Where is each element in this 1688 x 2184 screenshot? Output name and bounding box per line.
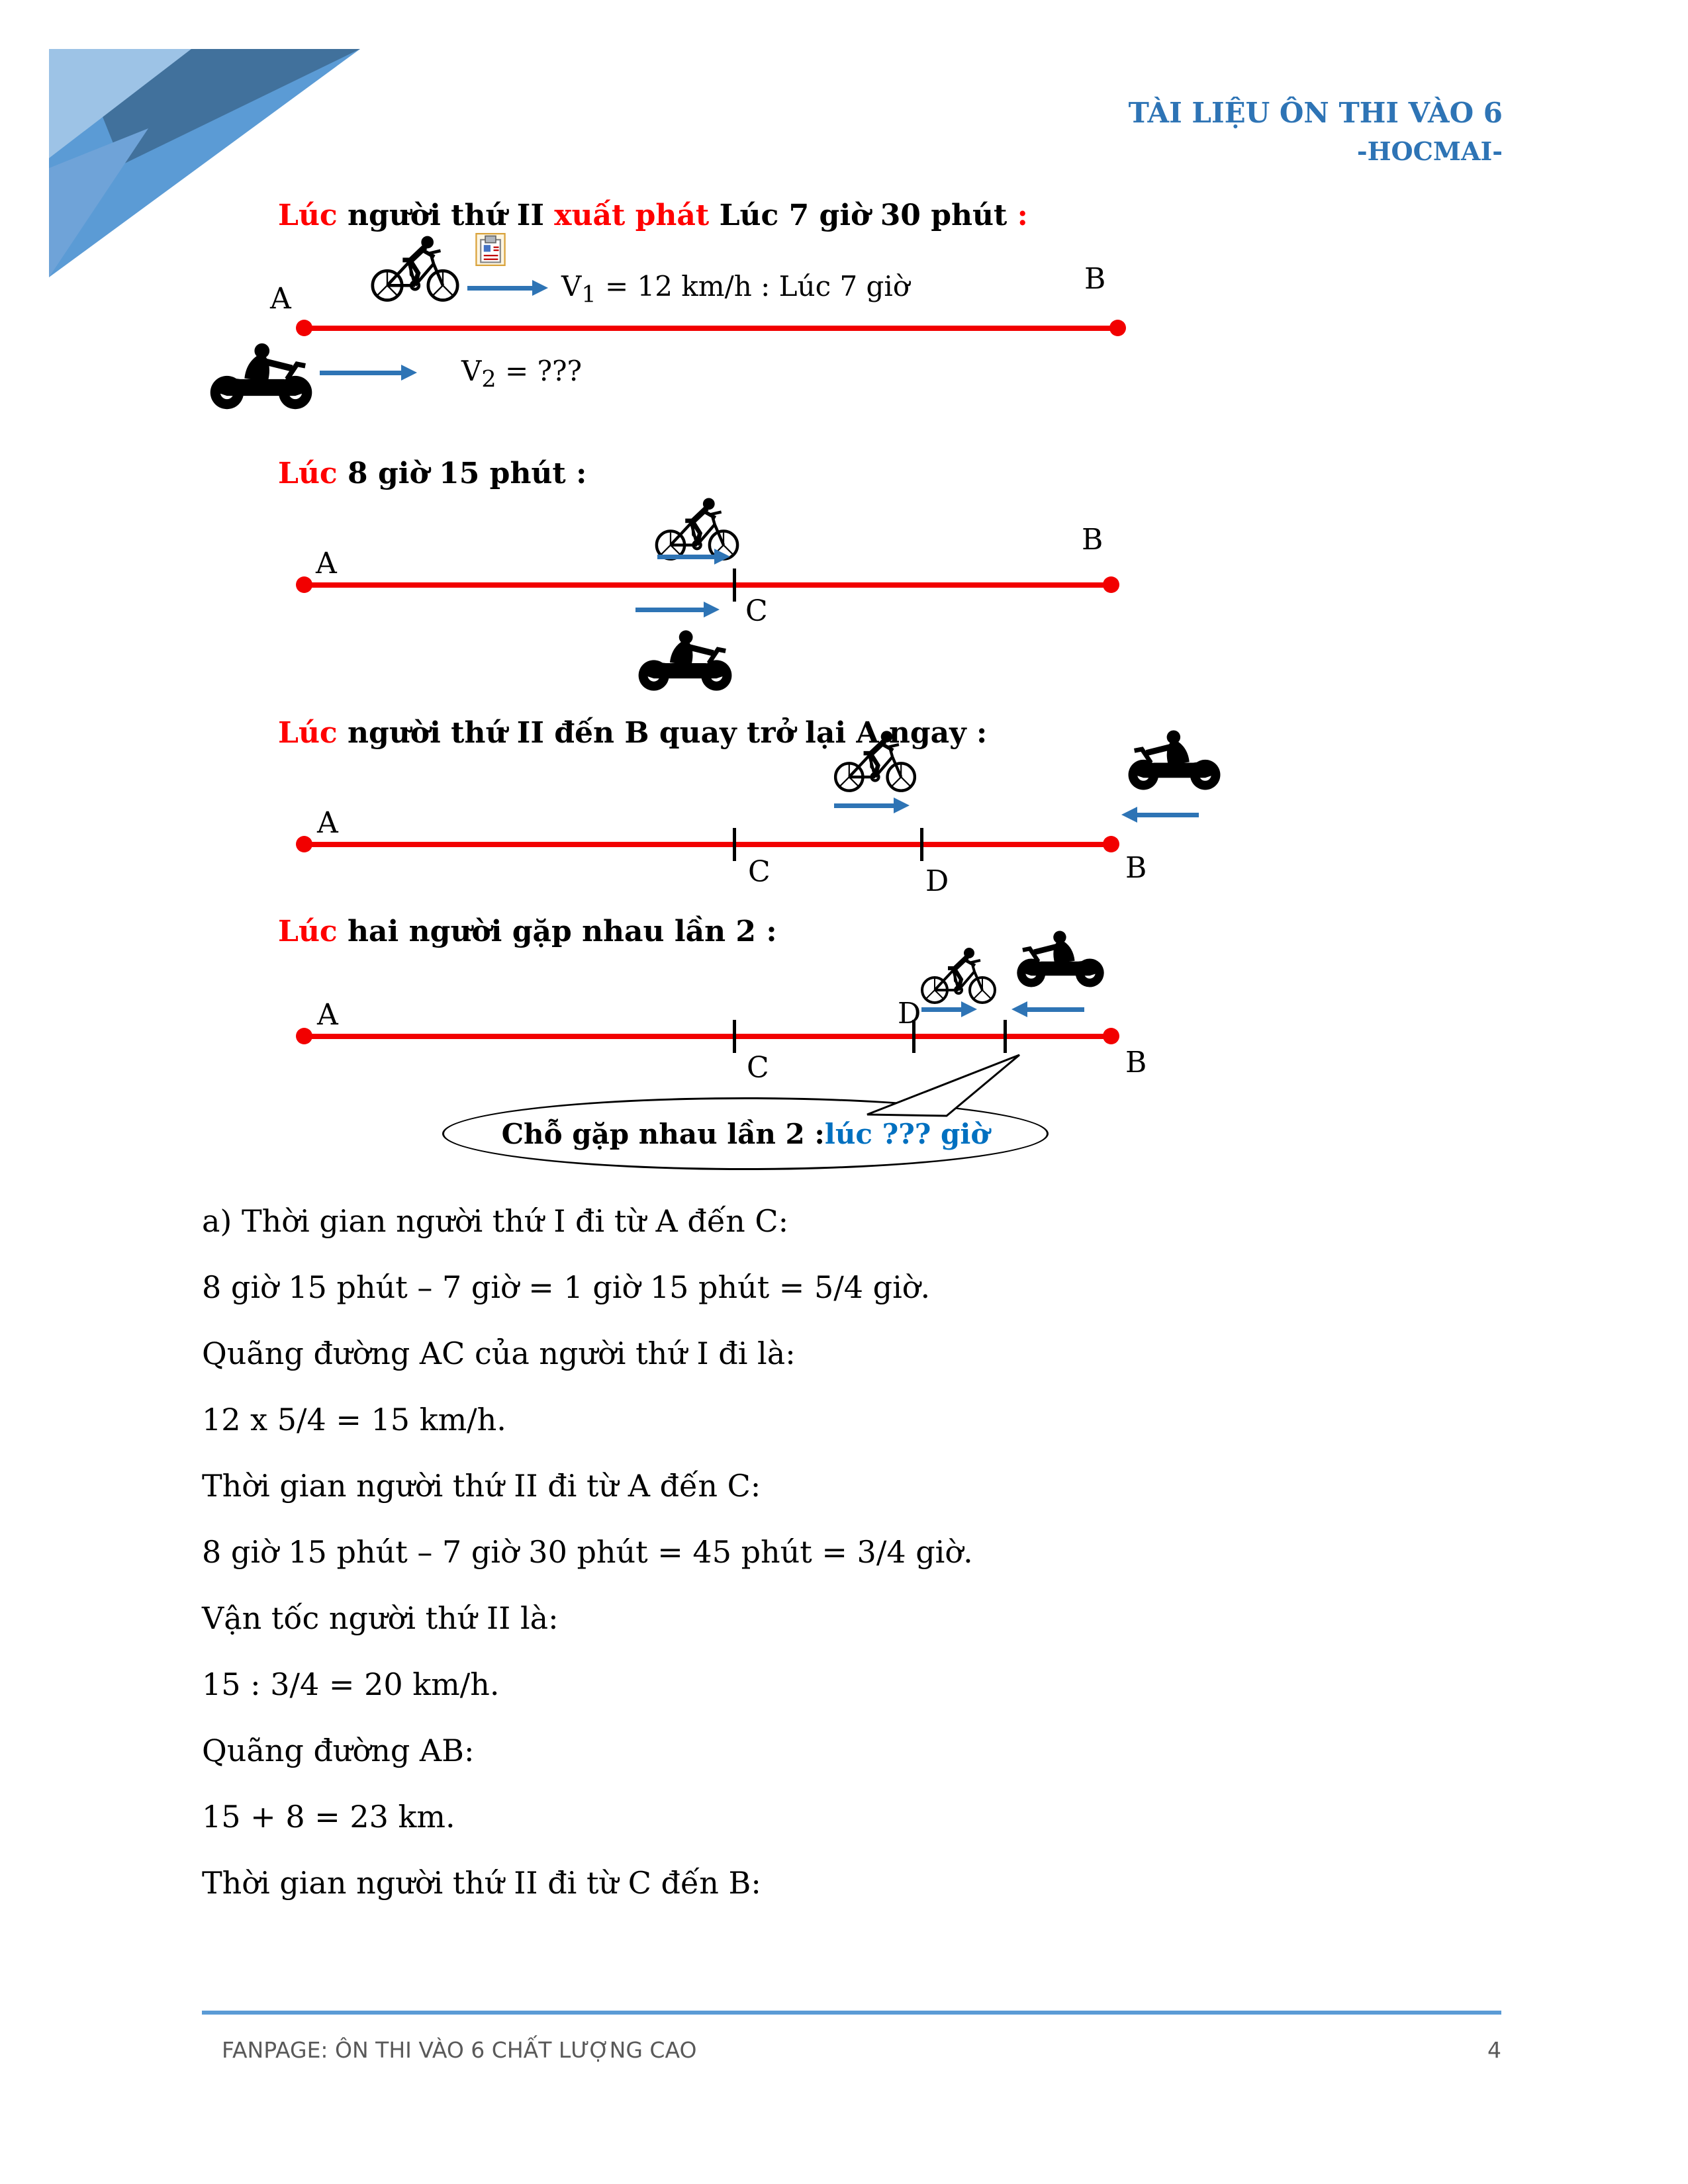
point-label-b3: B — [1125, 851, 1147, 885]
tick-d3 — [920, 828, 923, 861]
solution-line: 8 giờ 15 phút – 7 giờ 30 phút = 45 phút = 3/4 giờ. — [202, 1534, 973, 1570]
diagram4-title-luc: Lúc — [278, 915, 348, 948]
point-label-a4: A — [317, 998, 338, 1032]
timeline-ab-1 — [303, 326, 1119, 331]
solution-line: Thời gian người thứ II đi từ A đến C: — [202, 1468, 761, 1504]
endpoint-dot-a2 — [296, 576, 312, 593]
timeline-ab-2 — [303, 582, 1112, 588]
diagram3-title-rest: người thứ II đến B quay trở lại A ngay : — [348, 716, 988, 750]
motorcyclist-icon — [1014, 927, 1107, 991]
point-label-c4: C — [747, 1051, 769, 1085]
endpoint-dot-a3 — [296, 836, 312, 852]
motorcyclist-icon — [635, 627, 735, 694]
diagram4-title — [278, 915, 777, 948]
solution-line: Vận tốc người thứ II là: — [202, 1600, 559, 1636]
arrow-right-icon — [467, 286, 534, 291]
arrow-left-icon — [1026, 1007, 1084, 1012]
tick-meet2 — [1004, 1020, 1007, 1053]
solution-line: Thời gian người thứ II đi từ C đến B: — [202, 1865, 761, 1901]
v1-subscript: 1 — [581, 281, 596, 308]
point-label-a2: A — [316, 547, 337, 580]
diagram1-title — [278, 199, 1028, 232]
diagram2-title-rest: 8 giờ 15 phút : — [348, 457, 587, 490]
v2-subscript: 2 — [481, 366, 496, 393]
diagram2-title-luc: Lúc — [278, 457, 348, 490]
v1-value: = 12 km/h : Lúc 7 giờ — [596, 270, 910, 302]
corner-logo — [49, 49, 373, 281]
arrow-right-icon — [320, 371, 402, 375]
page-subtitle: -HOCMAI- — [1356, 136, 1503, 166]
tick-c3 — [733, 828, 736, 861]
diagram1-title-person: người thứ II — [348, 199, 555, 232]
endpoint-dot-b4 — [1103, 1028, 1119, 1044]
arrow-left-icon — [1136, 813, 1199, 817]
v1-label — [561, 270, 910, 308]
page-title: TÀI LIỆU ÔN THI VÀO 6 — [1128, 97, 1503, 129]
solution-line: Quãng đường AB: — [202, 1733, 475, 1768]
diagram1-title-luc: Lúc — [278, 199, 348, 232]
diagram3-title-luc: Lúc — [278, 716, 348, 750]
footer-page-number: 4 — [1487, 2037, 1501, 2063]
solution-line: 8 giờ 15 phút – 7 giờ = 1 giờ 15 phút = 5/4 giờ. — [202, 1269, 931, 1305]
endpoint-dot-a4 — [296, 1028, 312, 1044]
diagram1-title-depart: xuất phát — [554, 199, 720, 232]
diagram2-title — [278, 457, 586, 490]
solution-text-block — [202, 1188, 973, 1916]
v2-label — [461, 355, 582, 392]
footer-fanpage: FANPAGE: ÔN THI VÀO 6 CHẤT LƯỢNG CAO — [222, 2037, 697, 2063]
solution-line: 15 + 8 = 23 km. — [202, 1799, 455, 1835]
motorcyclist-icon — [1125, 725, 1223, 795]
callout-text: Chỗ gặp nhau lần 2 : — [501, 1117, 825, 1150]
cyclist-icon — [830, 728, 920, 793]
arrow-right-icon — [657, 555, 716, 559]
endpoint-dot-b2 — [1103, 576, 1119, 593]
arrow-right-icon — [921, 1007, 962, 1012]
arrow-right-icon — [635, 608, 705, 612]
timeline-ab-3 — [303, 842, 1112, 847]
solution-line: a) Thời gian người thứ I đi từ A đến C: — [202, 1203, 789, 1239]
v1-letter: V — [561, 270, 582, 302]
tick-c2 — [733, 569, 736, 602]
footer-rule — [202, 2011, 1501, 2015]
point-label-d4: D — [898, 997, 921, 1030]
callout-tail — [847, 1051, 1072, 1117]
point-label-b1: B — [1084, 262, 1106, 296]
v2-value: = ??? — [496, 355, 583, 387]
solution-line: 15 : 3/4 = 20 km/h. — [202, 1666, 500, 1702]
endpoint-dot-a1 — [296, 320, 312, 336]
point-label-b2: B — [1082, 523, 1103, 557]
motorcyclist-icon — [207, 341, 316, 412]
paste-clipboard-icon — [475, 233, 506, 266]
point-label-c3: C — [748, 855, 771, 889]
endpoint-dot-b3 — [1103, 836, 1119, 852]
cyclist-icon — [919, 942, 998, 1007]
point-label-b4: B — [1125, 1046, 1147, 1079]
diagram1-title-colon: : — [1017, 199, 1028, 232]
callout-time: lúc ??? giờ — [824, 1117, 990, 1150]
arrow-right-icon — [834, 803, 895, 808]
solution-line: 12 x 5/4 = 15 km/h. — [202, 1402, 506, 1437]
point-label-a1: A — [270, 282, 291, 316]
v2-letter: V — [461, 355, 482, 387]
timeline-ab-4 — [303, 1034, 1112, 1039]
point-label-a3: A — [317, 806, 338, 840]
diagram4-title-rest: hai người gặp nhau lần 2 : — [348, 915, 777, 948]
tick-c4 — [733, 1020, 736, 1053]
point-label-c2: C — [745, 594, 768, 628]
diagram1-title-time: Lúc 7 giờ 30 phút — [719, 199, 1017, 232]
endpoint-dot-b1 — [1109, 320, 1126, 336]
point-label-d3: D — [925, 864, 949, 898]
cyclist-icon — [369, 233, 461, 302]
solution-line: Quãng đường AC của người thứ I đi là: — [202, 1336, 796, 1371]
